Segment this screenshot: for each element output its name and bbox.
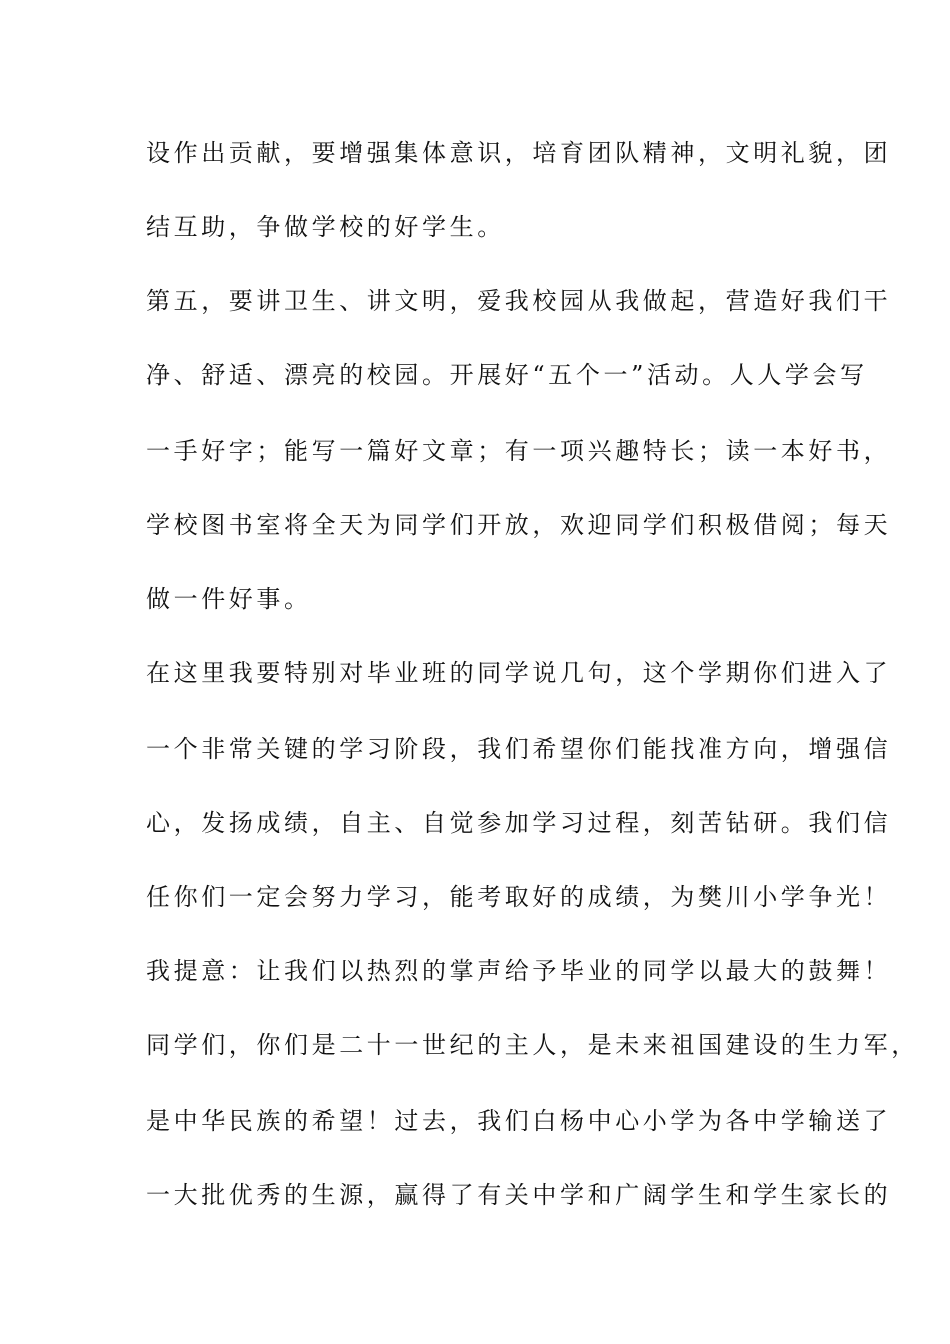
text-line: 学校图书室将全天为同学们开放，欢迎同学们积极借阅；每天 [146, 511, 892, 539]
text-line: 任你们一定会努力学习，能考取好的成绩，为樊川小学争光！ [146, 883, 892, 911]
text-line: 心，发扬成绩，自主、自觉参加学习过程，刻苦钻研。我们信 [146, 809, 892, 837]
text-line: 结互助，争做学校的好学生。 [146, 213, 505, 241]
text-line: 一大批优秀的生源，赢得了有关中学和广阔学生和学生家长的 [146, 1181, 892, 1209]
text-line: 一手好字；能写一篇好文章；有一项兴趣特长；读一本好书， [146, 437, 892, 465]
text-line: 净、舒适、漂亮的校园。开展好“五个一”活动。人人学会写 [146, 361, 868, 389]
text-line: 做一件好事。 [146, 585, 312, 613]
text-line: 设作出贡献，要增强集体意识，培育团队精神，文明礼貌，团 [146, 139, 892, 167]
text-line: 第五，要讲卫生、讲文明，爱我校园从我做起，营造好我们干 [146, 287, 892, 315]
text-line: 同学们，你们是二十一世纪的主人，是未来祖国建设的生力军， [146, 1031, 919, 1059]
text-line: 是中华民族的希望！过去，我们白杨中心小学为各中学输送了 [146, 1107, 892, 1135]
text-line: 一个非常关键的学习阶段，我们希望你们能找准方向，增强信 [146, 735, 892, 763]
text-line: 在这里我要特别对毕业班的同学说几句，这个学期你们进入了 [146, 659, 892, 687]
text-line: 我提意：让我们以热烈的掌声给予毕业的同学以最大的鼓舞！ [146, 957, 892, 985]
